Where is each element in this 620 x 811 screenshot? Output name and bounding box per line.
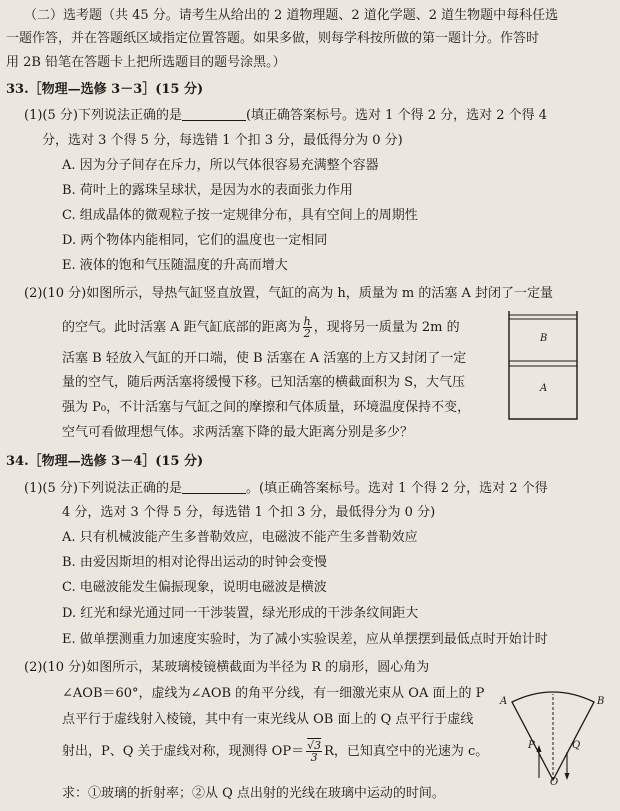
piston-a-label: A [540,383,548,394]
piston-b [509,315,577,319]
emergent-ray-arrow [565,773,570,780]
q34-header: 34.［物理—选修 3－4］(15 分) [6,454,204,469]
q33-fraction-den: 2 [303,327,311,340]
q33-fraction [303,316,312,339]
q33-part2-line-2a: 的空气。此时活塞 A 距气缸底部的距离为 [62,320,301,335]
q33-option-d: D. 两个物体内能相同，它们的温度也一定相同 [62,233,328,248]
intro-line-3: 用 2B 铅笔在答题卡上把所选题目的题号涂黑。） [6,55,286,70]
q34-part1-stem-b: 。(填正确答案标号。选对 1 个得 2 分，选对 2 个得 [245,481,548,496]
cylinder-figure [505,307,583,425]
point-a-label: A [500,696,508,707]
q34-fraction-num: √3 [307,739,322,752]
intro-line-1: （二）选考题（共 45 分。请考生从给出的 2 道物理题、2 道化学题、2 道生物题中每科任选 [24,8,559,23]
point-q-label: Q [572,740,581,751]
q34-option-b: B. 由爱因斯坦的相对论得出运动的时钟会变慢 [62,555,327,570]
q33-part2-line-5: 强为 P₀，不计活塞与气缸之间的摩擦和气体质量，环境温度保持不变， [62,400,471,415]
incident-ray-arrow [537,745,542,752]
q34-part2-line-2: ∠AOB＝60°，虚线为∠AOB 的角平分线，有一细激光束从 OA 面上的 P [62,686,485,701]
intro-line-2: 一题作答，并在答题纸区域指定位置答题。如果多做，则每学科按所做的第一题计分。作答时 [6,31,540,46]
q33-fraction-num: h [303,315,311,328]
q34-part1-stem-a: (1)(5 分)下列说法正确的是 [24,481,182,496]
q33-part2-line-1: (2)(10 分)如图所示，导热气缸竖直放置，气缸的高为 h，质量为 m 的活塞 A 封闭了一定量 [24,286,553,301]
point-p-label: P [528,740,535,751]
q34-option-c: C. 电磁波能发生偏振现象，说明电磁波是横波 [62,580,327,595]
sector-outline [512,692,594,780]
q34-option-a: A. 只有机械波能产生多普勒效应，电磁波不能产生多普勒效应 [62,530,418,545]
q34-option-d: D. 红光和绿光通过同一干涉装置，绿光形成的干涉条纹间距大 [62,606,419,621]
q34-part2-line-3: 点平行于虚线射入棱镜，其中有一束光线从 OB 面上的 Q 点平行于虚线 [62,712,474,727]
q33-part2-line-4: 量的空气，随后两活塞将缓慢下移。已知活塞的横截面积为 S，大气压 [62,375,466,390]
q33-answer-blank [182,106,246,121]
cylinder-wall [509,311,577,419]
q33-option-c: C. 组成晶体的微观粒子按一定规律分布，具有空间上的周期性 [62,208,418,223]
q33-part1-stem [24,106,612,126]
piston-a [509,361,577,366]
q33-part1-stem-b: (填正确答案标号。选对 1 个得 2 分，选对 2 个得 4 [245,108,548,123]
piston-b-label: B [540,333,548,344]
q33-part1-stem-a: (1)(5 分)下列说法正确的是 [24,108,182,123]
q34-answer-blank [182,479,246,494]
q33-part2-line-6: 空气可看做理想气体。求两活塞下降的最大距离分别是多少？ [62,425,414,440]
q33-part1-stem-c: 分，选对 3 个得 5 分，每选错 1 个扣 3 分，最低得分为 0 分) [42,133,403,148]
q34-fraction-den: 3 [310,751,318,764]
q34-part2-line-5: 求：①玻璃的折射率；②从 Q 点出射的光线在玻璃中运动的时间。 [62,786,445,801]
q33-part2-line-3: 活塞 B 轻放入气缸的开口端，使 B 活塞在 A 活塞的上方又封闭了一定 [62,351,467,366]
q34-part1-stem-c: 4 分，选对 3 个得 5 分，每选错 1 个扣 3 分，最低得分为 0 分) [62,505,436,520]
point-b-label: B [597,696,605,707]
point-o-label: O [550,777,559,786]
q34-part2-line-4b: R，已知真空中的光速为 c。 [324,744,489,759]
q34-option-e: E. 做单摆测重力加速度实验时，为了减小实验误差，应从单摆摆到最低点时开始计时 [62,632,548,647]
q33-part2-line-2b: ，现将另一质量为 2m 的 [313,320,460,335]
q34-part1-stem [24,479,612,499]
q34-part2-line-4a: 射出，P、Q 关于虚线对称，现测得 OP＝ [62,744,305,759]
q33-header: 33.［物理—选修 3－3］(15 分) [6,82,204,97]
q34-fraction [306,740,322,763]
q33-option-a: A. 因为分子间存在斥力，所以气体很容易充满整个容器 [62,158,379,173]
sector-prism-figure [497,686,609,786]
q33-option-b: B. 荷叶上的露珠呈球状，是因为水的表面张力作用 [62,183,353,198]
q34-part2-line-1: (2)(10 分)如图所示，某玻璃棱镜横截面为半径为 R 的扇形，圆心角为 [24,660,430,675]
q33-option-e: E. 液体的饱和气压随温度的升高而增大 [62,258,288,273]
